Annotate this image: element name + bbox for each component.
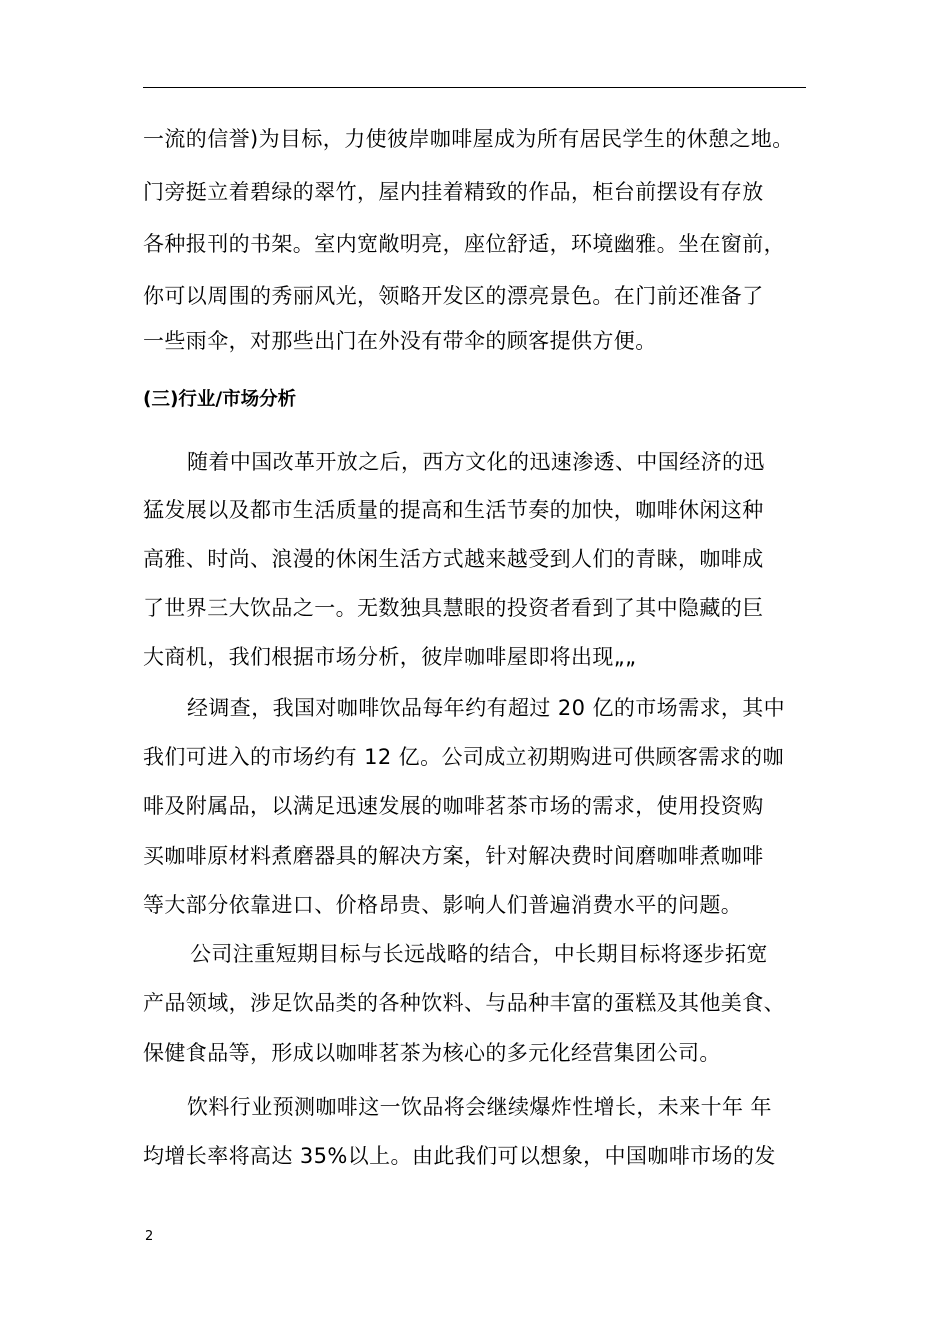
body-text-line: 经调查，我国对咖啡饮品每年约有超过 20 亿的市场需求，其中 <box>187 696 786 720</box>
body-text-line: 买咖啡原材料煮磨器具的解决方案，针对解决费时间磨咖啡煮咖啡 <box>143 844 764 868</box>
body-text-line: 保健食品等，形成以咖啡茗茶为核心的多元化经营集团公司。 <box>143 1041 721 1065</box>
body-text-line: 产品领域，涉足饮品类的各种饮料、与品种丰富的蛋糕及其他美食、 <box>143 991 785 1015</box>
body-text-line: 了世界三大饮品之一。无数独具慧眼的投资者看到了其中隐藏的巨 <box>143 596 764 620</box>
body-text-line: 你可以周围的秀丽风光，领略开发区的漂亮景色。在门前还准备了 <box>143 284 764 308</box>
section-heading: (三)行业/市场分析 <box>143 389 297 410</box>
body-text-line: 高雅、时尚、浪漫的休闲生活方式越来越受到人们的青睐，咖啡成 <box>143 547 764 571</box>
body-text-line: 猛发展以及都市生活质量的提高和生活节奏的加快，咖啡休闲这种 <box>143 498 764 522</box>
body-text-line: 均增长率将高达 35%以上。由此我们可以想象，中国咖啡市场的发 <box>143 1144 776 1168</box>
body-text-line: 门旁挺立着碧绿的翠竹，屋内挂着精致的作品，柜台前摆设有存放 <box>143 180 764 204</box>
body-text-line: 一些雨伞，对那些出门在外没有带伞的顾客提供方便。 <box>143 329 657 353</box>
body-text-line: 随着中国改革开放之后，西方文化的迅速渗透、中国经济的迅 <box>187 450 765 474</box>
body-text-line: 各种报刊的书架。室内宽敞明亮，座位舒适，环境幽雅。坐在窗前， <box>143 232 785 256</box>
body-text-line: 我们可进入的市场约有 12 亿。公司成立初期购进可供顾客需求的咖 <box>143 745 784 769</box>
body-text-line: 饮料行业预测咖啡这一饮品将会继续爆炸性增长，未来十年 年 <box>187 1095 772 1119</box>
body-text-line: 等大部分依靠进口、价格昂贵、影响人们普遍消费水平的问题。 <box>143 893 743 917</box>
header-rule <box>143 87 806 88</box>
body-text-line: 公司注重短期目标与长远战略的结合，中长期目标将逐步拓宽 <box>190 942 768 966</box>
body-text-line: 啡及附属品，以满足迅速发展的咖啡茗茶市场的需求，使用投资购 <box>143 794 764 818</box>
body-text-line: 一流的信誉)为目标，力使彼岸咖啡屋成为所有居民学生的休憩之地。 <box>143 127 794 151</box>
body-text-line: 大商机，我们根据市场分析，彼岸咖啡屋即将出现„„ <box>143 645 637 669</box>
page-number: 2 <box>145 1229 154 1244</box>
